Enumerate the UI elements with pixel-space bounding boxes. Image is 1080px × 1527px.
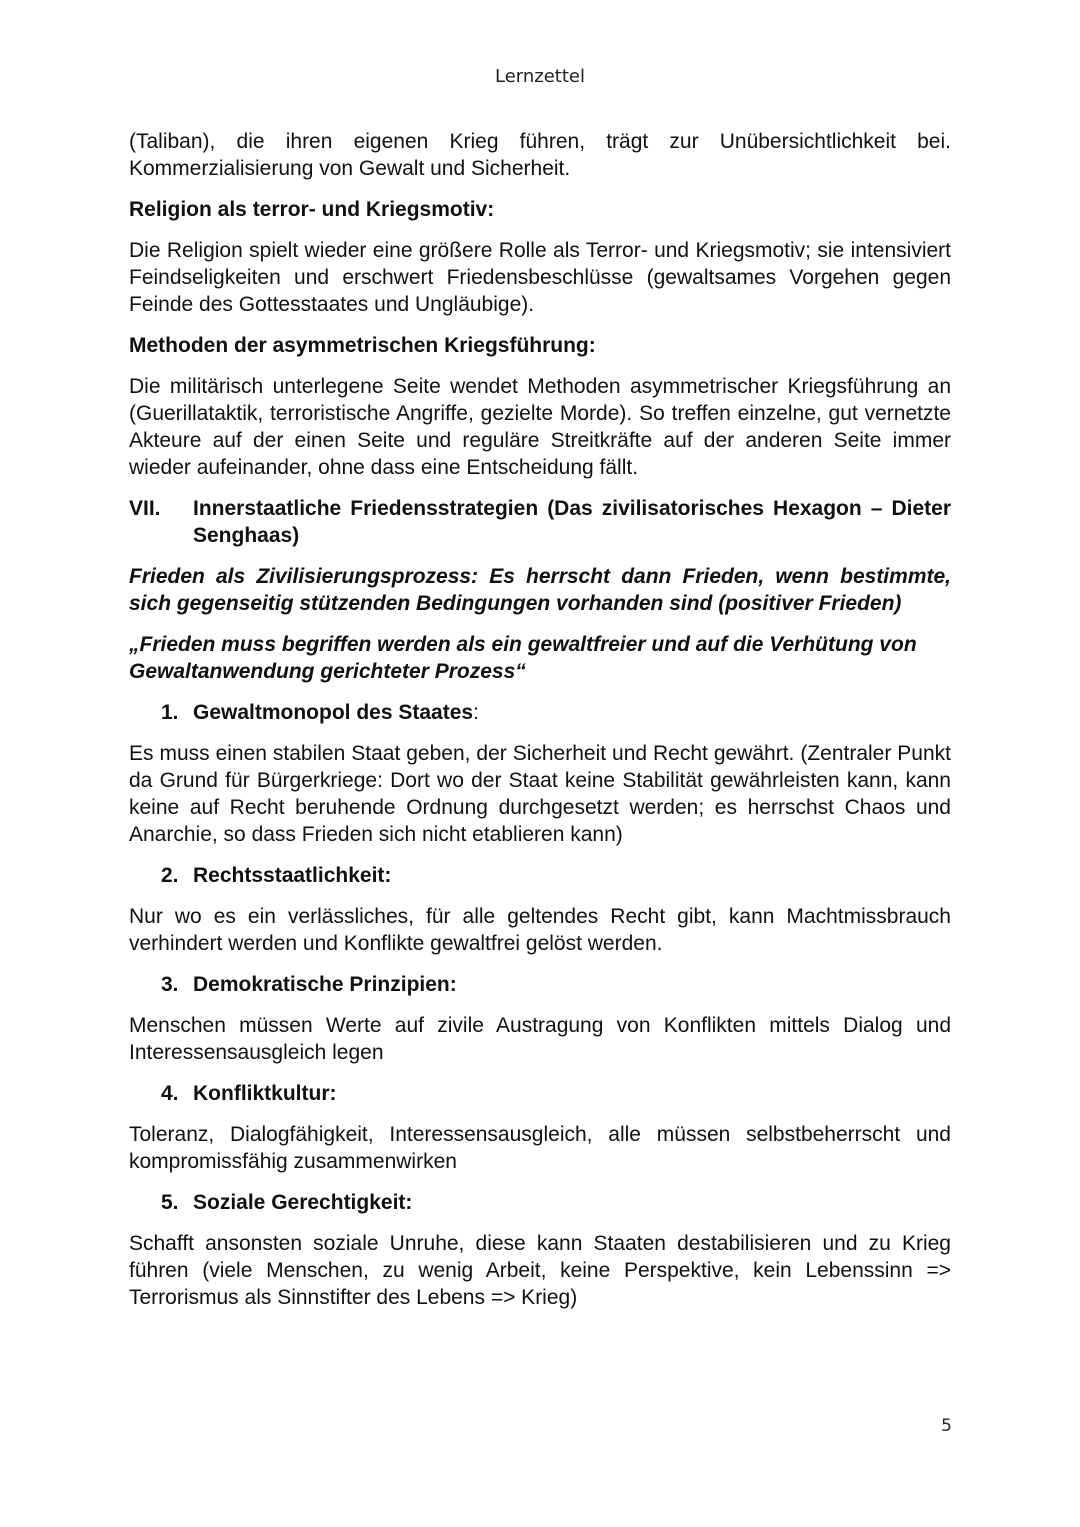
item-5-text: Schafft ansonsten soziale Unruhe, diese kann Staaten destabilisieren und zu Krieg führen (viele Menschen, zu wenig Arbeit, keine Perspektive, kein Lebenssinn => Terrorismus als Sinnstifter des Lebens => Krieg) [129,1232,951,1309]
item-4-heading [161,1080,951,1107]
item-3-title: Demokratische Prinzipien: [193,973,457,996]
section-number: VII. [129,497,161,520]
page-number: 5 [941,1416,952,1436]
item-2-title: Rechtsstaatlichkeit: [193,864,392,887]
item-2-number: 2. [161,864,179,887]
item-1-suffix: : [473,701,479,724]
item-2-text: Nur wo es ein verlässliches, für alle geltendes Recht gibt, kann Machtmissbrauch verhindert werden und Konflikte gewaltfrei gelöst werden. [129,905,951,955]
intro-paragraph: (Taliban), die ihren eigenen Krieg führen, trägt zur Unübersichtlichkeit bei. Kommerzialisierung von Gewalt und Sicherheit. [129,130,951,180]
section-title: Innerstaatliche Friedensstrategien (Das zivilisatorisches Hexagon – Dieter Senghaas) [193,497,951,547]
item-5-heading [161,1189,951,1216]
page-content [129,128,951,1311]
item-3-text: Menschen müssen Werte auf zivile Austragung von Konflikten mittels Dialog und Interessensausgleich legen [129,1014,951,1064]
item-3-heading [161,971,951,998]
methods-paragraph: Die militärisch unterlegene Seite wendet Methoden asymmetrischer Kriegsführung an (Guerillataktik, terroristische Angriffe, gezielte Morde). So treffen einzelne, gut vernetzte Akteure auf der einen Seite und reguläre Streitkräfte auf der anderen Seite immer wieder aufeinander, ohne dass eine Entscheidung fällt. [129,375,951,479]
methods-heading: Methoden der asymmetrischen Kriegsführung: [129,334,596,357]
religion-paragraph: Die Religion spielt wieder eine größere Rolle als Terror- und Kriegsmotiv; sie intensiviert Feindseligkeiten und erschwert Friedensbeschlüsse (gewaltsames Vorgehen gegen Feinde des Gottesstaates und Ungläubige). [129,239,951,316]
item-1-text: Es muss einen stabilen Staat geben, der Sicherheit und Recht gewährt. (Zentraler Punkt da Grund für Bürgerkriege: Dort wo der Staat keine Stabilität gewährleisten kann, kann keine auf Recht beruhende Ordnung durchgesetzt werden; es herrschst Chaos und Anarchie, so dass Frieden sich nicht etablieren kann) [129,742,951,846]
item-1-heading [161,699,951,726]
page-header: Lernzettel [495,66,585,87]
item-3-number: 3. [161,973,179,996]
religion-heading: Religion als terror- und Kriegsmotiv: [129,198,495,221]
item-5-number: 5. [161,1191,179,1214]
item-4-text: Toleranz, Dialogfähigkeit, Interessensausgleich, alle müssen selbstbeherrscht und kompromissfähig zusammenwirken [129,1123,951,1173]
item-1-title: Gewaltmonopol des Staates [193,701,474,724]
item-2-heading [161,862,951,889]
item-1-number: 1. [161,701,179,724]
item-4-title: Konfliktkultur: [193,1082,337,1105]
definition-paragraph: Frieden als Zivilisierungsprozess: Es herrscht dann Frieden, wenn bestimmte, sich gegenseitig stützenden Bedingungen vorhanden sind (positiver Frieden) [129,565,951,615]
section-heading [129,495,951,549]
quote-paragraph: „Frieden muss begriffen werden als ein gewaltfreier und auf die Verhütung von Gewaltanwendung gerichteter Prozess“ [129,633,917,683]
item-4-number: 4. [161,1082,179,1105]
item-5-title: Soziale Gerechtigkeit: [193,1191,413,1214]
